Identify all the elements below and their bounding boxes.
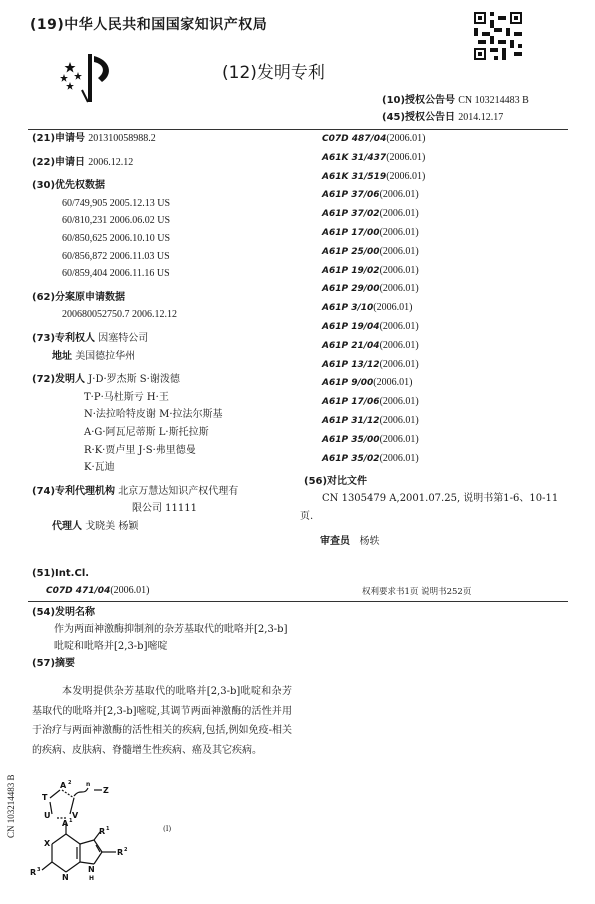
inventors-label: (72)发明人 bbox=[32, 374, 86, 386]
ipc-row bbox=[322, 412, 572, 431]
filing-date: 2006.12.12 bbox=[88, 156, 134, 168]
formula-label: 2 bbox=[124, 847, 128, 853]
formula-label: N bbox=[88, 865, 95, 874]
ipc-code: A61P 29/00 bbox=[322, 284, 380, 295]
priority-item: 60/859,404 2006.11.16 US bbox=[62, 268, 170, 280]
abstract-label: (57)摘要 bbox=[32, 658, 76, 669]
ipc-year: (2006.01) bbox=[379, 358, 419, 370]
ipc-year: (2006.01) bbox=[386, 170, 426, 182]
priority-item: 60/856,872 2006.11.03 US bbox=[62, 250, 170, 262]
ipc-row bbox=[322, 130, 572, 149]
formula-label: R bbox=[30, 868, 37, 877]
formula-label: 2 bbox=[68, 780, 72, 786]
formula-label: n bbox=[86, 781, 91, 788]
ipc-row bbox=[322, 168, 572, 187]
filing-date-label: (22)申请日 bbox=[32, 156, 86, 168]
formula-label: T bbox=[42, 793, 48, 802]
priority-label: (30)优先权数据 bbox=[32, 180, 106, 192]
division-data: 200680052750.7 2006.12.12 bbox=[62, 309, 177, 321]
app-number-label: (21)申请号 bbox=[32, 133, 86, 144]
inventor-line: J·D·罗杰斯 S·谢泼德 bbox=[88, 374, 180, 386]
formula-label: H bbox=[89, 875, 95, 882]
app-number: 201310058988.2 bbox=[88, 133, 156, 144]
ipc-code: A61P 19/04 bbox=[322, 321, 380, 332]
address: 美国德拉华州 bbox=[75, 350, 136, 362]
ipc-code: A61P 31/12 bbox=[322, 415, 380, 426]
ipc-row bbox=[322, 393, 572, 412]
ipc-year: (2006.01) bbox=[379, 452, 419, 464]
agency-name-line2: 限公司 11111 bbox=[132, 503, 197, 515]
priority-item: 60/749,905 2005.12.13 US bbox=[62, 197, 171, 209]
formula-label: N bbox=[62, 873, 69, 882]
division-label: (62)分案原申请数据 bbox=[32, 291, 126, 303]
ipc-code: A61K 31/437 bbox=[322, 152, 387, 163]
ipc-year: (2006.01) bbox=[386, 151, 426, 163]
priority-item: 60/810,231 2006.06.02 US bbox=[62, 215, 171, 227]
abstract-text: 本发明提供杂芳基取代的吡咯并[2,3-b]吡啶和杂芳基取代的吡咯并[2,3-b]嘧啶,其调节两面神激酶的活性并用于治疗与两面神激酶的活性相关的疾病,包括,例如免疫-相关的疾病、皮肤病、脊髓增生性疾病、癌及其它疾病。 bbox=[32, 686, 292, 756]
inventor-line: R·K·贾卢里 J·S·弗里德曼 bbox=[84, 444, 196, 456]
formula-label: 1 bbox=[106, 826, 110, 832]
ipc-year: (2006.01) bbox=[379, 264, 419, 276]
ipc-code: A61P 21/04 bbox=[322, 340, 380, 351]
ipc-row bbox=[322, 224, 572, 243]
ipc-row bbox=[322, 374, 572, 393]
agent-names: 戈晓美 杨颖 bbox=[85, 520, 139, 532]
ipc-year: (2006.01) bbox=[386, 133, 426, 144]
ipc-year: (2006.01) bbox=[379, 189, 419, 201]
ipc-year: (2006.01) bbox=[379, 245, 419, 257]
ipc-year: (2006.01) bbox=[379, 226, 419, 238]
side-publication-number: CN 103214483 B bbox=[6, 774, 16, 838]
examiner-label: 审查员 bbox=[320, 536, 350, 547]
ipc-code: A61P 25/00 bbox=[322, 246, 380, 257]
ipc-row bbox=[322, 299, 572, 318]
ipc-year: (2006.01) bbox=[379, 283, 419, 295]
ipc-code: A61K 31/519 bbox=[322, 171, 387, 182]
ipc-row bbox=[322, 337, 572, 356]
ipc-row bbox=[322, 450, 572, 469]
ipc-codes-column bbox=[322, 130, 572, 468]
title-label: (54)发明名称 bbox=[32, 607, 96, 618]
intcl-code: C07D 471/04 bbox=[46, 586, 111, 596]
ipc-code: C07D 487/04 bbox=[322, 134, 387, 144]
formula-label: R bbox=[99, 827, 106, 836]
formula-label: R bbox=[117, 848, 124, 857]
ipc-code: A61P 13/12 bbox=[322, 359, 380, 370]
patentee: 因塞特公司 bbox=[98, 332, 149, 344]
qr-code-icon bbox=[474, 12, 522, 60]
inventor-line: A·G·阿瓦尼蒂斯 L·斯托拉斯 bbox=[84, 426, 209, 438]
ipc-year: (2006.01) bbox=[379, 208, 419, 220]
formula-label: A bbox=[62, 819, 69, 828]
pub-number: CN 103214483 B bbox=[458, 95, 529, 106]
ipc-year: (2006.01) bbox=[373, 377, 413, 389]
invention-title-block bbox=[32, 604, 297, 672]
inventor-line: K·瓦迪 bbox=[84, 462, 115, 474]
ipc-code: A61P 17/00 bbox=[322, 227, 380, 238]
pub-date: 2014.12.17 bbox=[458, 112, 504, 123]
ipc-code: A61P 35/02 bbox=[322, 453, 380, 464]
intcl-year: (2006.01) bbox=[110, 585, 150, 596]
ipc-code: A61P 19/02 bbox=[322, 265, 380, 276]
bibliographic-left-column bbox=[32, 130, 307, 535]
ipc-code: A61P 17/06 bbox=[322, 397, 380, 408]
formula-label: X bbox=[44, 839, 51, 848]
mid-divider bbox=[28, 601, 568, 602]
priority-item: 60/850,625 2006.10.10 US bbox=[62, 232, 171, 244]
inventor-line: N·法拉哈特皮谢 M·拉法尔斯基 bbox=[84, 409, 223, 421]
publication-block bbox=[382, 92, 529, 126]
patentee-label: (73)专利权人 bbox=[32, 332, 96, 344]
ipc-row bbox=[322, 186, 572, 205]
ipc-row bbox=[322, 356, 572, 375]
ipc-year: (2006.01) bbox=[379, 433, 419, 445]
formula-label: 1 bbox=[69, 818, 73, 824]
ipc-row bbox=[322, 243, 572, 262]
pub-number-label: (10)授权公告号 bbox=[382, 95, 456, 106]
ipc-row bbox=[322, 149, 572, 168]
examiner-name: 杨轶 bbox=[359, 536, 380, 547]
ipc-row bbox=[322, 318, 572, 337]
formula-label: 3 bbox=[37, 867, 41, 873]
intcl-label: (51)Int.Cl. bbox=[32, 568, 90, 579]
citations-text: CN 1305479 A,2001.07.25, 说明书第1-6、10-11页. bbox=[300, 493, 559, 522]
pub-date-label: (45)授权公告日 bbox=[382, 112, 456, 123]
chemical-structure-formula bbox=[22, 776, 172, 888]
formula-label: A bbox=[60, 781, 67, 790]
ipc-year: (2006.01) bbox=[379, 414, 419, 426]
ipc-row bbox=[322, 205, 572, 224]
ipc-code: A61P 3/10 bbox=[322, 303, 374, 314]
ipc-year: (2006.01) bbox=[379, 396, 419, 408]
ipc-year: (2006.01) bbox=[379, 320, 419, 332]
cnipa-logo-icon bbox=[58, 48, 128, 104]
claims-info: 权利要求书1页 说明书252页 bbox=[362, 587, 472, 597]
intcl-block bbox=[32, 565, 150, 600]
ipc-row bbox=[322, 431, 572, 450]
ipc-code: A61P 37/02 bbox=[322, 209, 380, 220]
address-label: 地址 bbox=[52, 350, 72, 362]
examiner-row bbox=[320, 532, 380, 547]
issuing-office: (19)中华人民共和国国家知识产权局 bbox=[30, 17, 268, 33]
ipc-year: (2006.01) bbox=[373, 302, 413, 314]
ipc-year: (2006.01) bbox=[379, 339, 419, 351]
ipc-row bbox=[322, 280, 572, 299]
priority-list bbox=[32, 195, 307, 283]
inventor-line: T·P·马杜斯亏 H·王 bbox=[84, 391, 169, 403]
ipc-code: A61P 37/06 bbox=[322, 190, 380, 201]
invention-title: 作为两面神激酶抑制剂的杂芳基取代的吡咯并[2,3-b]吡啶和吡咯并[2,3-b]嘧啶 bbox=[54, 624, 288, 652]
agency-name-line1: 北京万慧达知识产权代理有 bbox=[118, 485, 239, 497]
formula-label: Z bbox=[103, 786, 109, 795]
formula-label: U bbox=[44, 811, 51, 820]
agency-label: (74)专利代理机构 bbox=[32, 485, 116, 497]
document-type: (12)发明专利 bbox=[222, 63, 325, 83]
agent-label: 代理人 bbox=[52, 520, 82, 532]
ipc-row bbox=[322, 262, 572, 281]
citations-label: (56)对比文件 bbox=[304, 476, 368, 487]
formula-label: V bbox=[72, 811, 79, 820]
ipc-code: A61P 35/00 bbox=[322, 434, 380, 445]
formula-reference: (I) bbox=[163, 825, 172, 833]
ipc-code: A61P 9/00 bbox=[322, 378, 374, 389]
